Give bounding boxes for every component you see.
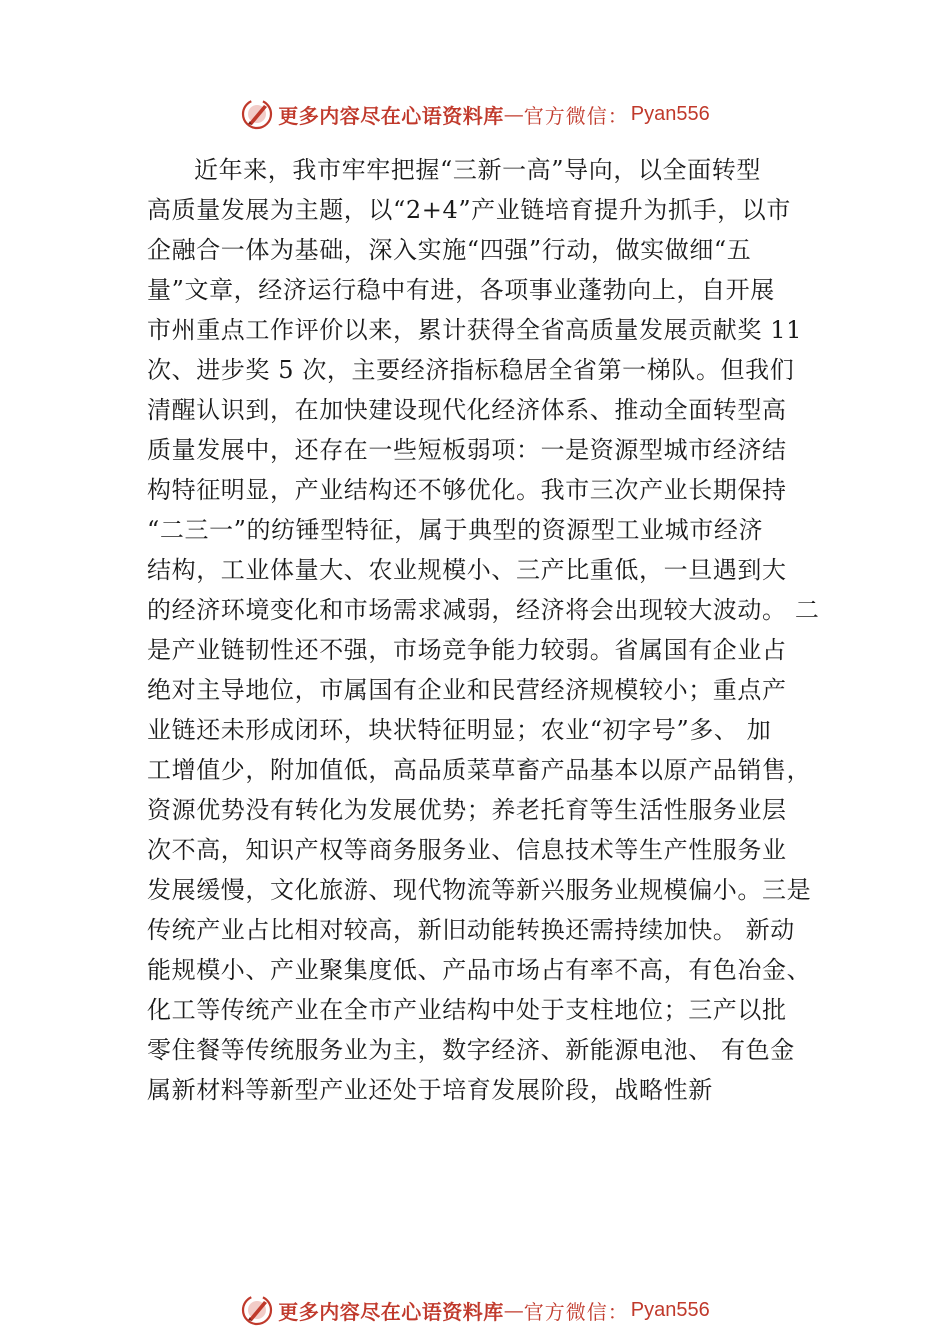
text-line: 资源优势没有转化为发展优势；养老托育等生活性服务业层: [147, 796, 787, 824]
text-line: 绝对主导地位，市属国有企业和民营经济规模较小；重点产: [147, 676, 787, 704]
text-line: 量”文章，经济运行稳中有进，各项事业蓬勃向上，自开展: [147, 276, 775, 304]
text-line: 清醒认识到，在加快建设现代化经济体系、推动全面转型高: [147, 396, 787, 424]
text-line: “二三一”的纺锤型特征，属于典型的资源型工业城市经济: [147, 516, 764, 544]
text-line: 高质量发展为主题，以“2+4”产业链培育提升为抓手，以市: [147, 196, 791, 224]
header-banner: [0, 94, 950, 134]
header-wechat-id: Pyan556: [630, 102, 710, 125]
text-line: 工增值少，附加值低，高品质菜草畜产品基本以原产品销售，: [147, 756, 812, 784]
text-line: 次不高，知识产权等商务服务业、信息技术等生产性服务业: [147, 836, 787, 864]
text-line: 构特征明显，产业结构还不够优化。我市三次产业长期保持: [147, 476, 787, 504]
text-line: 化工等传统产业在全市产业结构中处于支柱地位；三产以批: [147, 996, 787, 1024]
text-line: 企融合一体为基础，深入实施“四强”行动，做实做细“五: [147, 236, 752, 264]
text-line: 结构，工业体量大、农业规模小、三产比重低，一旦遇到大: [147, 556, 787, 584]
text-line: 能规模小、产业聚集度低、产品市场占有率不高，有色冶金、: [147, 956, 812, 984]
text-line: 次、进步奖 5 次，主要经济指标稳居全省第一梯队。但我们: [147, 356, 795, 384]
text-line: 零住餐等传统服务业为主，数字经济、新能源电池、 有色金: [147, 1036, 795, 1064]
text-line: 近年来，我市牢牢把握“三新一高”导向，以全面转型: [194, 156, 761, 184]
text-line: 业链还未形成闭环，块状特征明显；农业“初字号”多、 加: [147, 716, 772, 744]
text-line: 市州重点工作评价以来，累计获得全省高质量发展贡献奖 11: [147, 316, 802, 344]
header-separator: —: [503, 102, 524, 126]
text-line: 质量发展中，还存在一些短板弱项：一是资源型城市经济结: [147, 436, 787, 464]
footer-separator: —: [503, 1298, 524, 1322]
brush-pen-logo-icon: [240, 1293, 274, 1327]
text-line: 传统产业占比相对较高，新旧动能转换还需持续加快。 新动: [147, 916, 795, 944]
header-subtitle: 官方微信：: [523, 103, 629, 128]
document-body: [147, 150, 820, 1110]
footer-wechat-id: Pyan556: [630, 1298, 710, 1321]
text-line: 的经济环境变化和市场需求减弱，经济将会出现较大波动。 二: [147, 596, 820, 624]
brush-pen-logo-icon: [240, 97, 274, 131]
text-line: 是产业链韧性还不强，市场竞争能力较弱。省属国有企业占: [147, 636, 787, 664]
header-title: 更多内容尽在心语资料库: [278, 103, 504, 128]
text-line: 发展缓慢，文化旅游、现代物流等新兴服务业规模偏小。三是: [147, 876, 812, 904]
footer-title: 更多内容尽在心语资料库: [278, 1299, 504, 1324]
text-line: 属新材料等新型产业还处于培育发展阶段，战略性新: [147, 1076, 713, 1104]
footer-banner: [0, 1290, 950, 1330]
footer-subtitle: 官方微信：: [523, 1299, 629, 1324]
